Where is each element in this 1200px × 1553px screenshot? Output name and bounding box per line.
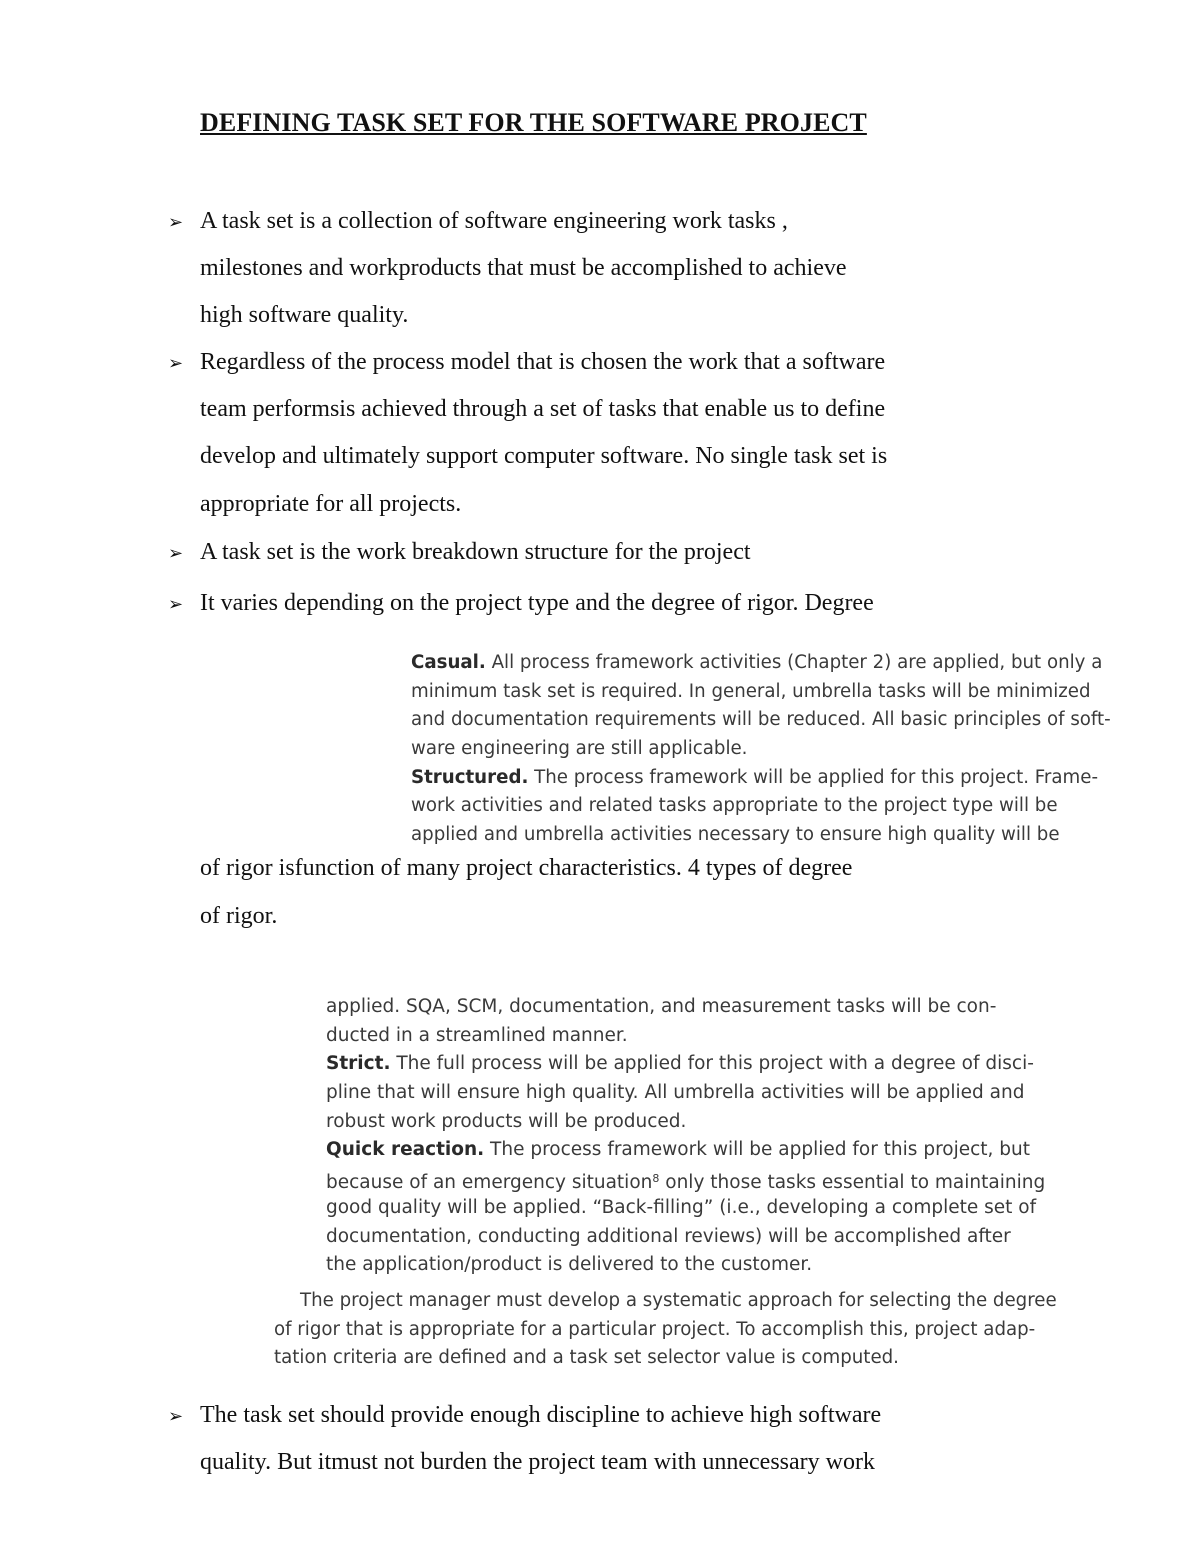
structured-line-3: applied and umbrella activities necessary to ensure high quality will be: [411, 824, 1060, 846]
structured-cont-line-2: ducted in a streamlined manner.: [326, 1024, 628, 1046]
quick-line-3: good quality will be applied. “Back-filling” (i.e., developing a complete set of: [326, 1196, 1037, 1218]
strict-line-1: The full process will be applied for this project with a degree of disci-: [390, 1053, 1034, 1075]
book-excerpt-2-paragraph: [274, 1287, 1057, 1373]
paragraph-line-3: tation criteria are defined and a task set selector value is computed.: [274, 1347, 899, 1369]
bullet-marker: ➢: [168, 1406, 184, 1426]
casual-line-1: All process framework activities (Chapter 2) are applied, but only a: [485, 652, 1103, 673]
quick-line-4: documentation, conducting additional reviews) will be accomplished after: [326, 1225, 1011, 1247]
casual-line-4: ware engineering are still applicable.: [411, 738, 748, 760]
bullet-5-line-2: quality. But itmust not burden the project team with unnecessary work: [200, 1449, 875, 1475]
paragraph-line-1: The project manager must develop a systematic approach for selecting the degree: [300, 1290, 1057, 1311]
bullet-3-line-1: A task set is the work breakdown structure for the project: [200, 539, 751, 565]
casual-line-3: and documentation requirements will be reduced. All basic principles of soft-: [411, 709, 1111, 731]
bullet-4-line-3: of rigor.: [200, 903, 278, 929]
paragraph-line-2: of rigor that is appropriate for a particular project. To accomplish this, project adap-: [274, 1318, 1036, 1340]
quick-line-2a: because of an emergency situation: [326, 1172, 653, 1194]
page-title: DEFINING TASK SET FOR THE SOFTWARE PROJECT: [200, 108, 867, 137]
structured-cont-line-1: applied. SQA, SCM, documentation, and measurement tasks will be con-: [326, 996, 997, 1017]
bullet-4-line-1: It varies depending on the project type and the degree of rigor. Degree: [200, 590, 874, 616]
quick-line-1: The process framework will be applied for this project, but: [484, 1139, 1031, 1161]
bullet-marker: ➢: [168, 353, 184, 373]
quick-line-5: the application/product is delivered to the customer.: [326, 1254, 813, 1276]
bullet-1-line-3: high software quality.: [200, 302, 409, 328]
bullet-1-line-2: milestones and workproducts that must be accomplished to achieve: [200, 255, 847, 281]
footnote-marker: 8: [652, 1172, 660, 1186]
strict-line-3: robust work products will be produced.: [326, 1110, 687, 1132]
casual-line-2: minimum task set is required. In general, umbrella tasks will be minimized: [411, 680, 1091, 702]
bullet-2-line-4: appropriate for all projects.: [200, 491, 462, 517]
structured-line-1: The process framework will be applied for this project. Frame-: [528, 766, 1099, 788]
strict-term: Strict.: [326, 1053, 391, 1075]
bullet-marker: ➢: [168, 543, 184, 563]
bullet-2-line-1: Regardless of the process model that is chosen the work that a software: [200, 349, 886, 375]
book-excerpt-2: [326, 993, 1045, 1280]
bullet-1-line-1: A task set is a collection of software engineering work tasks ,: [200, 208, 788, 234]
book-excerpt-1: [411, 649, 1111, 850]
bullet-2-line-3: develop and ultimately support computer software. No single task set is: [200, 443, 888, 469]
quick-line-2b: only those tasks essential to maintaining: [659, 1172, 1046, 1194]
bullet-4-line-2: of rigor isfunction of many project characteristics. 4 types of degree: [200, 855, 853, 881]
strict-line-2: pline that will ensure high quality. All umbrella activities will be applied and: [326, 1082, 1025, 1104]
quick-reaction-term: Quick reaction.: [326, 1139, 485, 1161]
bullet-marker: ➢: [168, 594, 184, 614]
bullet-2-line-2: team performsis achieved through a set of tasks that enable us to define: [200, 396, 886, 422]
bullet-marker: ➢: [168, 212, 184, 232]
structured-line-2: work activities and related tasks appropriate to the project type will be: [411, 795, 1058, 817]
structured-term: Structured.: [411, 766, 529, 788]
bullet-5-line-1: The task set should provide enough discipline to achieve high software: [200, 1402, 882, 1428]
casual-term: Casual.: [411, 652, 486, 673]
